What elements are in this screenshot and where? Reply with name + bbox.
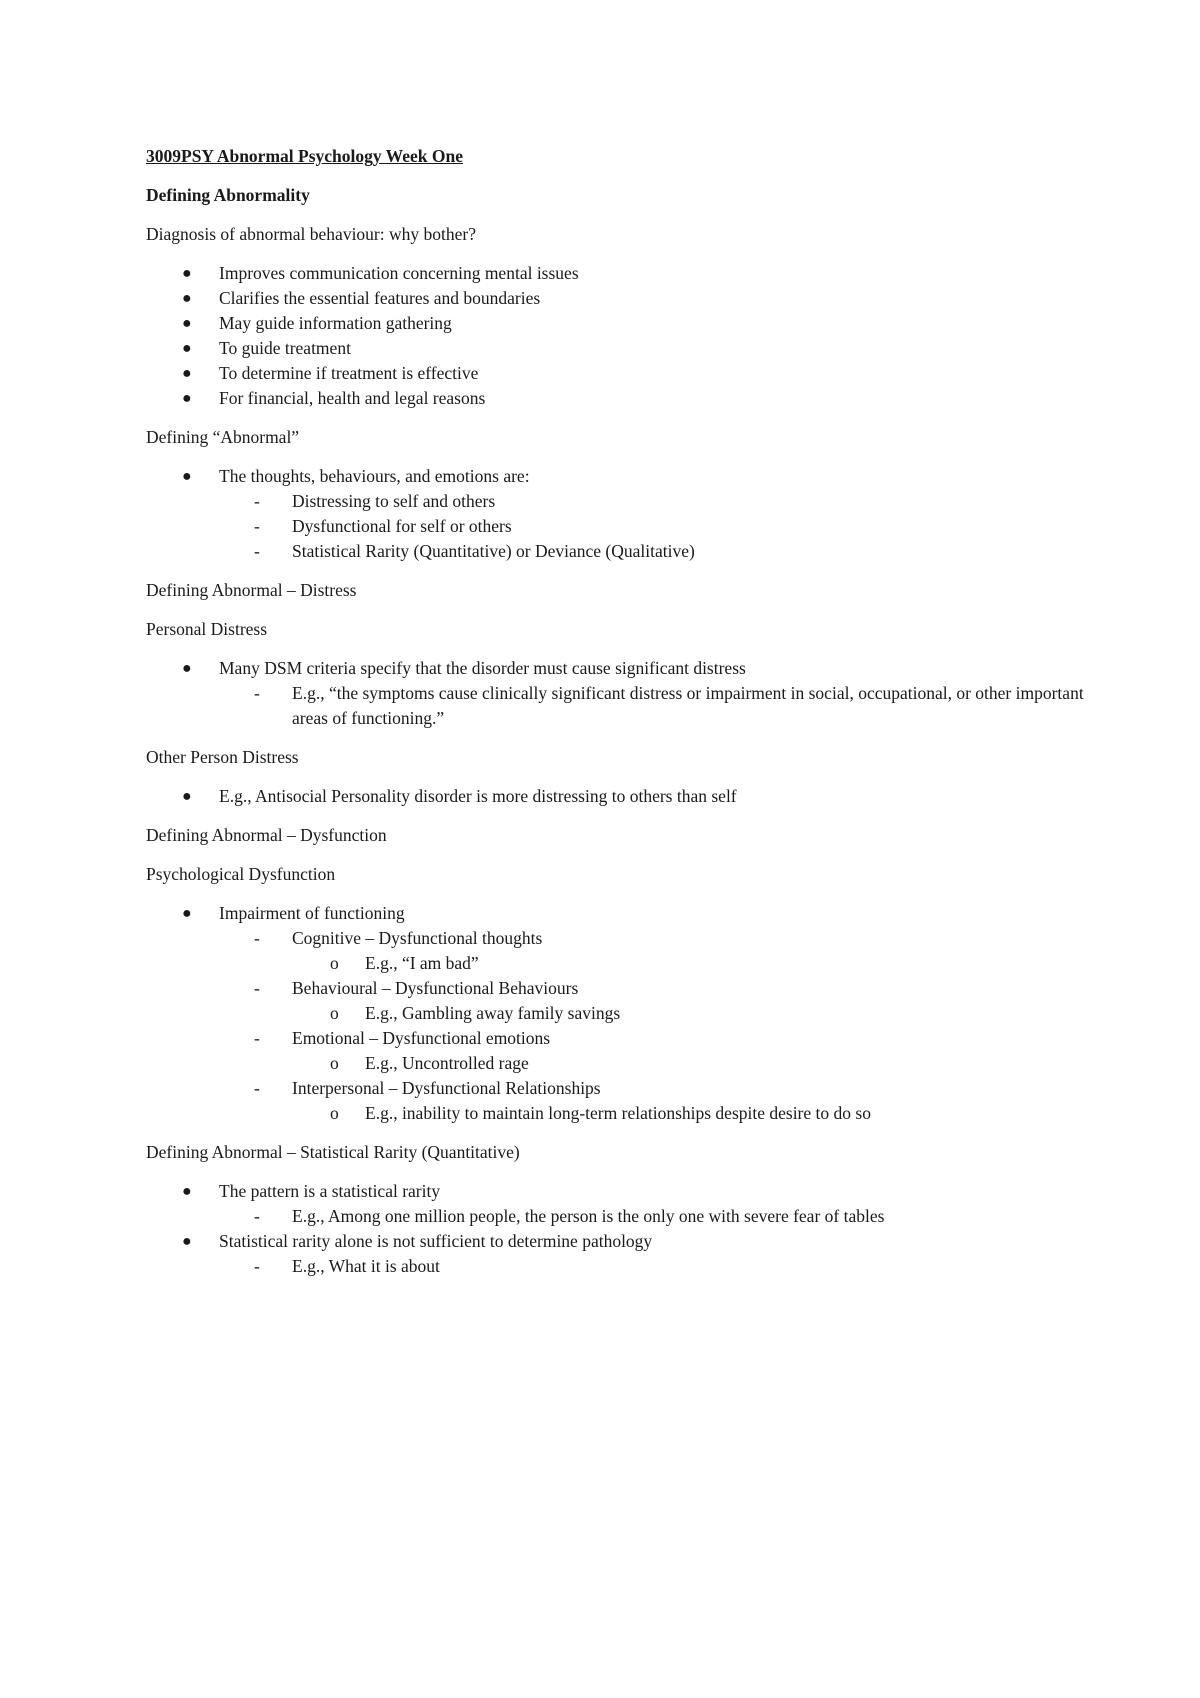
list-item: ● To determine if treatment is effective [146,361,1106,386]
bullet-list-diagnosis [146,261,1106,411]
dash-item: - E.g., What it is about [219,1254,1106,1279]
circle-list [292,1051,1106,1076]
dash-item: - E.g., Among one million people, the person is the only one with severe fear of tables [219,1204,1106,1229]
list-item: ● Improves communication concerning mental issues [146,261,1106,286]
dash-marker: - [254,491,260,511]
list-item: ● May guide information gathering [146,311,1106,336]
circle-marker: o [330,1053,339,1073]
dash-item: - Emotional – Dysfunctional emotions o E.g., Uncontrolled rage [219,1026,1106,1076]
dash-marker: - [254,683,260,703]
bullet-marker: ● [182,1183,192,1200]
dash-item: - E.g., “the symptoms cause clinically significant distress or impairment in social, occupational, or other important areas of functioning.” [254,683,1084,728]
list-item: ● The pattern is a statistical rarity - E.g., Among one million people, the person is the only one with severe fear of tables [146,1179,1106,1229]
circle-item: o E.g., inability to maintain long-term relationships despite desire to do so [292,1101,1106,1126]
circle-marker: o [330,953,339,973]
paragraph-defining-abnormal: Defining “Abnormal” [146,427,300,447]
list-item: ● Clarifies the essential features and boundaries [146,286,1106,311]
dash-marker: - [254,541,260,561]
bullet-marker: ● [182,468,192,485]
paragraph-distress-heading: Defining Abnormal – Distress [146,580,357,600]
circle-item: o E.g., “I am bad” [292,951,1106,976]
bullet-marker: ● [182,390,192,407]
list-item: ● Statistical rarity alone is not sufficient to determine pathology - E.g., What it is about [146,1229,1106,1279]
dash-marker: - [254,1028,260,1048]
bullet-list-rarity [146,1179,1106,1279]
list-item: ● E.g., Antisocial Personality disorder is more distressing to others than self [146,784,1106,809]
bullet-marker: ● [182,788,192,805]
list-item: ● For financial, health and legal reasons [146,386,1106,411]
bullet-marker: ● [182,340,192,357]
dash-item: - Dysfunctional for self or others [219,514,1106,539]
dash-marker: - [254,978,260,998]
dash-list [219,1204,1106,1229]
circle-marker: o [330,1003,339,1023]
dash-marker: - [254,1256,260,1276]
list-item: ● Many DSM criteria specify that the disorder must cause significant distress - E.g., “the symptoms cause clinically significant distress or impairment in social, occupational, or other important areas of functioning.” [146,656,1106,731]
list-item: ● The thoughts, behaviours, and emotions are: - Distressing to self and others - Dysfunctional for self or others - Statistical Rarity (Quantitative) or Deviance (Qualitative) [146,464,1106,564]
dash-item: - Behavioural – Dysfunctional Behaviours o E.g., Gambling away family savings [219,976,1106,1026]
bullet-marker: ● [182,265,192,282]
dash-list [219,681,1106,731]
bullet-list-personal-distress [146,656,1106,731]
bullet-marker: ● [182,905,192,922]
dash-marker: - [254,516,260,536]
circle-list [292,951,1106,976]
dash-item: - Statistical Rarity (Quantitative) or Deviance (Qualitative) [219,539,1106,564]
document-page [146,144,1106,1293]
bullet-marker: ● [182,365,192,382]
bullet-marker: ● [182,315,192,332]
circle-item: o E.g., Gambling away family savings [292,1001,1106,1026]
dash-marker: - [254,1206,260,1226]
dash-item: - Distressing to self and others [219,489,1106,514]
dash-item: - Interpersonal – Dysfunctional Relationships o E.g., inability to maintain long-term relationships despite desire to do so [219,1076,1106,1126]
circle-list [292,1101,1106,1126]
paragraph-other-distress: Other Person Distress [146,747,299,767]
dash-list [219,1254,1106,1279]
bullet-list-other-distress [146,784,1106,809]
document-title: 3009PSY Abnormal Psychology Week One [146,146,463,166]
dash-marker: - [254,1078,260,1098]
circle-item: o E.g., Uncontrolled rage [292,1051,1106,1076]
dash-list [219,489,1106,564]
paragraph-psych-dysfunction: Psychological Dysfunction [146,864,336,884]
list-item: ● Impairment of functioning - Cognitive – Dysfunctional thoughts o E.g., “I am bad” - Behavioural – Dysfunctional Behaviours o E.g., Gambling away family savings - Emotional – Dysfunctional emotions o E.g., Uncontrolled rage - Interpersonal – Dysfunctional Relationships o E.g., inability to maintain long-term relationships despite desire to do so [146,901,1106,1126]
bullet-marker: ● [182,660,192,677]
paragraph-rarity-heading: Defining Abnormal – Statistical Rarity (Quantitative) [146,1142,520,1162]
bullet-marker: ● [182,290,192,307]
paragraph-diagnosis: Diagnosis of abnormal behaviour: why bother? [146,224,476,244]
paragraph-dysfunction-heading: Defining Abnormal – Dysfunction [146,825,387,845]
bullet-list-dysfunction [146,901,1106,1126]
dash-list [219,926,1106,1126]
paragraph-personal-distress: Personal Distress [146,619,268,639]
dash-marker: - [254,928,260,948]
list-item: ● To guide treatment [146,336,1106,361]
bullet-marker: ● [182,1233,192,1250]
dash-item: - Cognitive – Dysfunctional thoughts o E.g., “I am bad” [219,926,1106,976]
bullet-list-abnormal [146,464,1106,564]
circle-marker: o [330,1103,339,1123]
circle-list [292,1001,1106,1026]
section-heading: Defining Abnormality [146,185,310,205]
